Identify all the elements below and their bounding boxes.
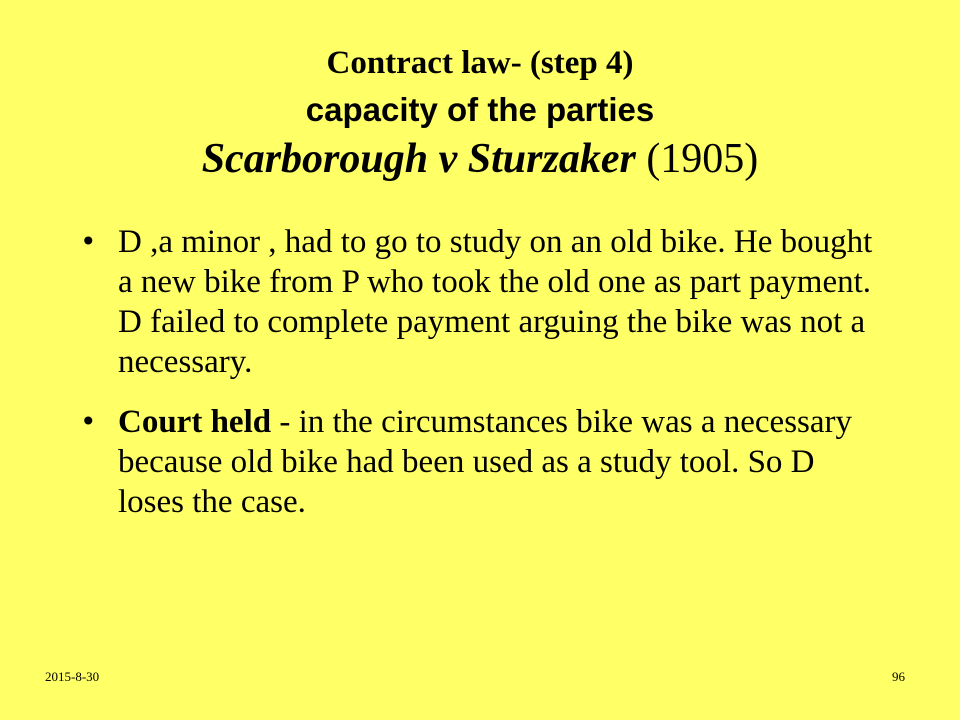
title-subtopic: capacity of the parties xyxy=(305,91,655,128)
bullet-item-holding xyxy=(80,402,880,522)
footer-page-number: 96 xyxy=(892,669,905,684)
bullet-item-facts xyxy=(80,222,880,382)
case-name: Scarborough v Sturzaker xyxy=(201,136,636,182)
bullet-text: D ,a minor , had to go to study on an old bike. He bought a new bike from P who took the old one as part payment. D failed to complete payment arguing the bike was not a necessary. xyxy=(118,224,873,380)
slide-title xyxy=(40,42,920,184)
bullet-dot-icon: • xyxy=(80,225,97,258)
bullet-dot-icon: • xyxy=(80,405,97,438)
title-case xyxy=(40,134,920,184)
title-topic: Contract law- (step 4) xyxy=(326,45,634,81)
bullet-text: - in the circumstances bike was a necessary because old bike had been used as a study tool. So D loses the case. xyxy=(118,404,853,520)
footer-date: 2015-8-30 xyxy=(45,669,100,684)
bullet-bold-lead: Court held xyxy=(118,404,272,440)
case-year: (1905) xyxy=(646,136,759,182)
bullet-list xyxy=(80,222,880,542)
